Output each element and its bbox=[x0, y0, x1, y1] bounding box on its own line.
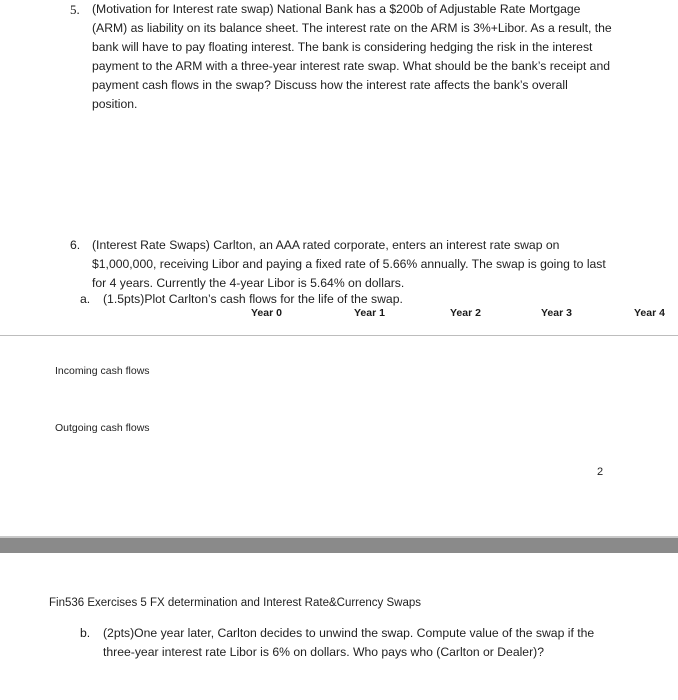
question-6-text: (Interest Rate Swaps) Carlton, an AAA rated corporate, enters an interest rate swap on $1,000,000, receiving Libor and paying a fixed rate of 5.66% annually. The swap is going to last for 4 years. Currently the 4-year Libor is 5.64% on dollars. bbox=[92, 238, 606, 290]
page-break-band bbox=[0, 538, 678, 553]
incoming-cash-flows-label: Incoming cash flows bbox=[55, 365, 150, 377]
outgoing-cash-flows-label: Outgoing cash flows bbox=[55, 422, 150, 434]
part-b-text: (2pts)One year later, Carlton decides to unwind the swap. Compute value of the swap if the three-year interest rate Libor is 6% on dollars. Who pays who (Carlton or Dealer)? bbox=[103, 626, 595, 659]
page-number: 2 bbox=[597, 466, 604, 478]
document-header-title: Fin536 Exercises 5 FX determination and Interest Rate&Currency Swaps bbox=[49, 597, 422, 609]
year-header-2: Year 2 bbox=[450, 307, 481, 319]
part-b-label: b. bbox=[80, 626, 91, 640]
year-header-4: Year 4 bbox=[634, 307, 665, 319]
year-header-3: Year 3 bbox=[541, 307, 572, 319]
part-a-text: (1.5pts)Plot Carlton’s cash flows for the life of the swap. bbox=[103, 292, 403, 306]
year-header-1: Year 1 bbox=[354, 307, 385, 319]
timeline-divider bbox=[0, 335, 678, 336]
question-5-text: (Motivation for Interest rate swap) National Bank has a $200b of Adjustable Rate Mortgage (ARM) as liability on its balance sheet. The interest rate on the ARM is 3%+Libor. As a result, the bank will have to pay floating interest. The bank is considering hedging the risk in the interest payment to the ARM with a three-year interest rate swap. What should be the bank’s receipt and payment cash flows in the swap? Discuss how the interest rate affects the bank’s overall position. bbox=[92, 2, 612, 111]
question-6-number: 6. bbox=[70, 238, 81, 252]
year-header-0: Year 0 bbox=[251, 307, 282, 319]
part-a-label: a. bbox=[80, 292, 91, 306]
question-5-number: 5. bbox=[70, 2, 80, 17]
